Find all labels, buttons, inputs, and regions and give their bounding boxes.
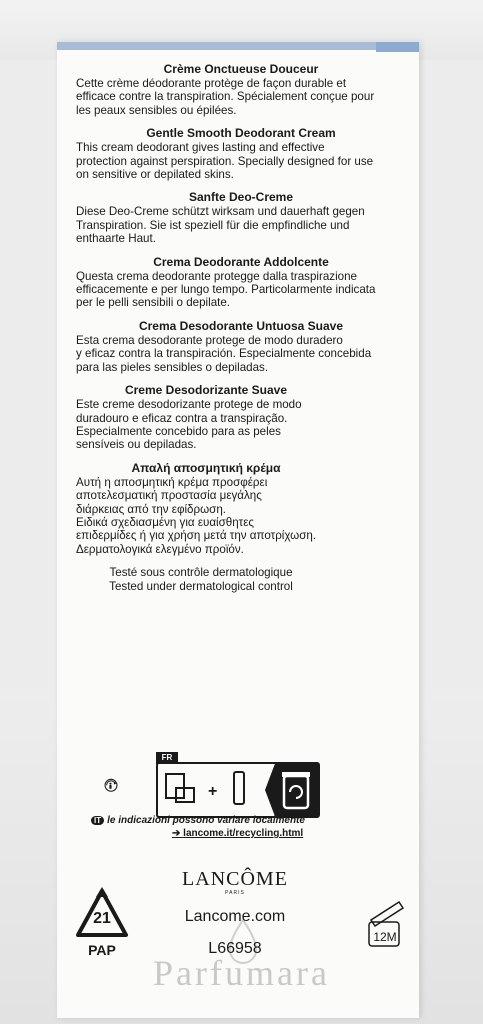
product-code: L66958 — [208, 940, 262, 957]
section-es — [76, 319, 406, 374]
section-title: Sanfte Deo-Creme — [188, 190, 294, 205]
brand-logo: LANCÔME — [182, 868, 288, 890]
brand-city: PARIS — [225, 890, 245, 896]
recycling-link[interactable]: ➔ lancome.it/recycling.html — [172, 828, 304, 839]
section-text: Cette crème déodorante protège de façon durable et efficace contre la transpiration. Spécialement conçue pour les peaux sensibles ou épilées. — [76, 77, 375, 117]
box-top-edge — [57, 42, 419, 50]
website-text: Lancome.com — [184, 908, 286, 925]
section-text: Este creme desodorizante protege de modo duradouro e eficaz contra a transpiração. Especialmente concebido para as peles sensíveis ou depiladas. — [76, 398, 302, 452]
section-it — [76, 255, 406, 310]
italy-recycling-note — [91, 815, 305, 826]
section-fr — [76, 62, 406, 117]
section-pt — [76, 383, 406, 452]
it-note-text: le indicazioni possono variare localmente — [107, 815, 305, 826]
triman-recycling-icon — [104, 752, 162, 818]
label-text-block — [76, 62, 406, 593]
section-de — [76, 190, 406, 245]
section-text: Αυτή η αποσμητική κρέμα προσφέρει αποτελεσματική προστασία μεγάλης διάρκειας από την εφίδρωση. Ειδικά σχεδιασμένη για ευαίσθητες επιδερμίδες ή για χρήση μετά την αποτρίχωση. Δερματολογικά ελεγμένο προϊόν. — [76, 475, 317, 556]
box-top-flap — [376, 42, 419, 52]
recycling-bin-icon — [280, 768, 312, 812]
open-jar-pao-icon — [365, 898, 410, 953]
pap-label: PAP — [88, 942, 116, 958]
box-tube-icons — [162, 768, 262, 812]
section-title: Gentle Smooth Deodorant Cream — [146, 126, 336, 141]
section-text: Esta crema desodorante protege de modo duradero y eficaz contra la transpiración. Especialmente concebida para las pieles sensibles o depiladas. — [76, 333, 372, 374]
section-title: Crema Desodorante Untuosa Suave — [138, 318, 344, 333]
section-title: Crema Deodorante Addolcente — [153, 254, 329, 269]
it-badge: IT — [91, 816, 104, 825]
section-en — [76, 126, 406, 181]
section-text: Questa crema deodorante protegge dalla traspirazione efficacemente e per lungo tempo. Particolarmente indicata per le pelli sensibili o depilate. — [76, 269, 376, 310]
pap-number: 21 — [93, 910, 111, 927]
section-title: Απαλή αποσμητική κρέμα — [131, 460, 281, 475]
fr-label: FR — [156, 752, 178, 764]
svg-text:+: + — [208, 783, 218, 800]
recycling-link-text[interactable]: lancome.it/recycling.html — [183, 828, 304, 839]
dermatological-control-text: Testé sous contrôle dermatologique Tested under dermatological control — [109, 566, 293, 593]
section-title: Crème Onctueuse Douceur — [163, 62, 319, 76]
pao-months: 12M — [373, 930, 397, 944]
section-text: Diese Deo-Creme schützt wirksam und dauerhaft gegen Transpiration. Sie ist speziell für die empfindliche und enthaarte Haut. — [76, 205, 365, 246]
section-text: This cream deodorant gives lasting and effective protection against perspiration. Specially designed for use on sensitive or depilated skins. — [76, 141, 374, 182]
section-gr — [76, 461, 406, 556]
section-title: Creme Desodorizante Suave — [124, 383, 288, 398]
watermark: Parfumara — [153, 953, 330, 993]
